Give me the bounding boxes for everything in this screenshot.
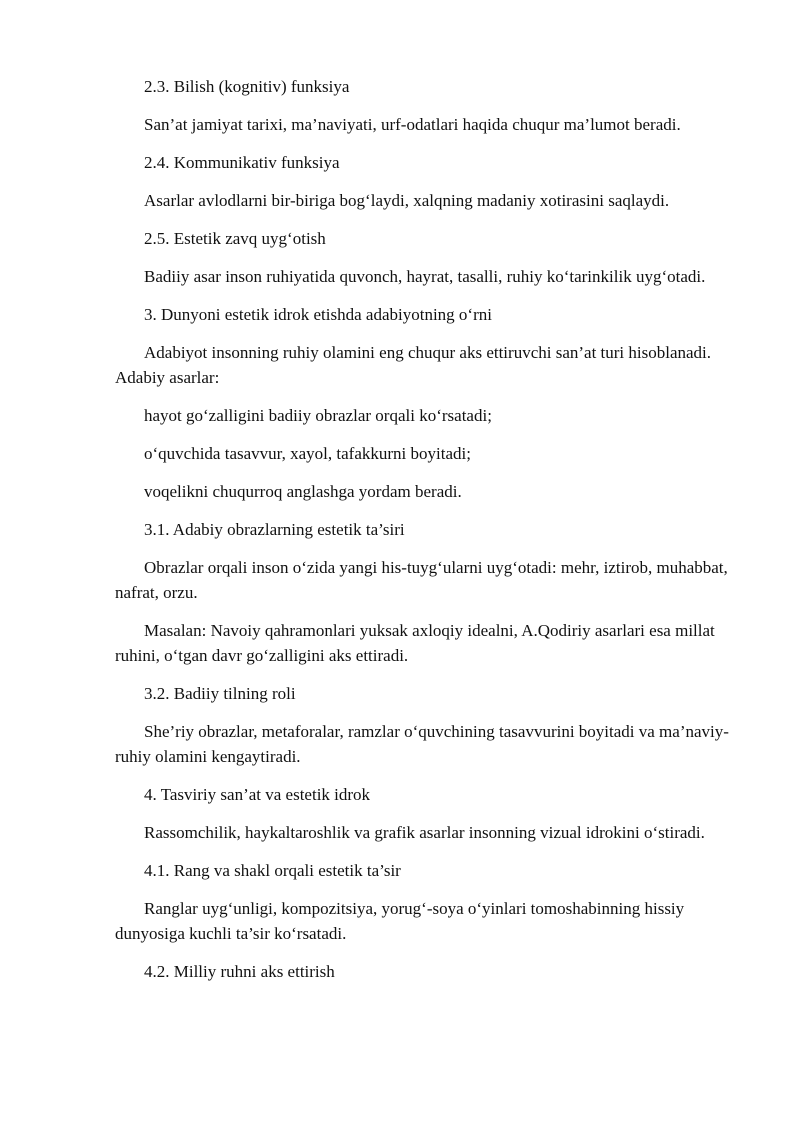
body-paragraph: Adabiyot insonning ruhiy olamini eng chuqur aks ettiruvchi san’at turi hisoblanadi. Adabiy asarlar: [115,343,712,387]
body-paragraph: Obrazlar orqali inson o‘zida yangi his-tuyg‘ularni uyg‘otadi: mehr, iztirob, muhabbat, nafrat, orzu. [115,558,728,602]
body-paragraph: San’at jamiyat tarixi, ma’naviyati, urf-odatlari haqida chuqur ma’lumot beradi. [144,115,681,134]
document-body [115,74,743,984]
list-item: hayot go‘zalligini badiiy obrazlar orqali ko‘rsatadi; [144,406,492,425]
body-paragraph: Badiiy asar inson ruhiyatida quvonch, hayrat, tasalli, ruhiy ko‘tarinkilik uyg‘otadi. [144,267,706,286]
section-heading: 4.2. Milliy ruhni aks ettirish [144,962,335,981]
body-paragraph: Asarlar avlodlarni bir-biriga bog‘laydi, xalqning madaniy xotirasini saqlaydi. [144,191,670,210]
section-heading: 3. Dunyoni estetik idrok etishda adabiyotning o‘rni [144,305,492,324]
section-heading: 2.5. Estetik zavq uyg‘otish [144,229,326,248]
list-item: voqelikni chuqurroq anglashga yordam beradi. [144,482,462,501]
body-paragraph: Rassomchilik, haykaltaroshlik va grafik asarlar insonning vizual idrokini o‘stiradi. [144,823,705,842]
body-paragraph: Masalan: Navoiy qahramonlari yuksak axloqiy idealni, A.Qodiriy asarlari esa millat ruhini, o‘tgan davr go‘zalligini aks ettiradi. [115,621,715,665]
section-heading: 3.1. Adabiy obrazlarning estetik ta’siri [144,520,405,539]
section-heading: 4.1. Rang va shakl orqali estetik ta’sir [144,861,401,880]
section-heading: 2.3. Bilish (kognitiv) funksiya [144,77,350,96]
section-heading: 4. Tasviriy san’at va estetik idrok [144,785,371,804]
section-heading: 2.4. Kommunikativ funksiya [144,153,340,172]
list-item: o‘quvchida tasavvur, xayol, tafakkurni boyitadi; [144,444,471,463]
section-heading: 3.2. Badiiy tilning roli [144,684,296,703]
body-paragraph: She’riy obrazlar, metaforalar, ramzlar o‘quvchining tasavvurini boyitadi va ma’naviy-ruhiy olamini kengaytiradi. [115,722,729,766]
body-paragraph: Ranglar uyg‘unligi, kompozitsiya, yorug‘-soya o‘yinlari tomoshabinning hissiy dunyosiga kuchli ta’sir ko‘rsatadi. [115,899,685,943]
